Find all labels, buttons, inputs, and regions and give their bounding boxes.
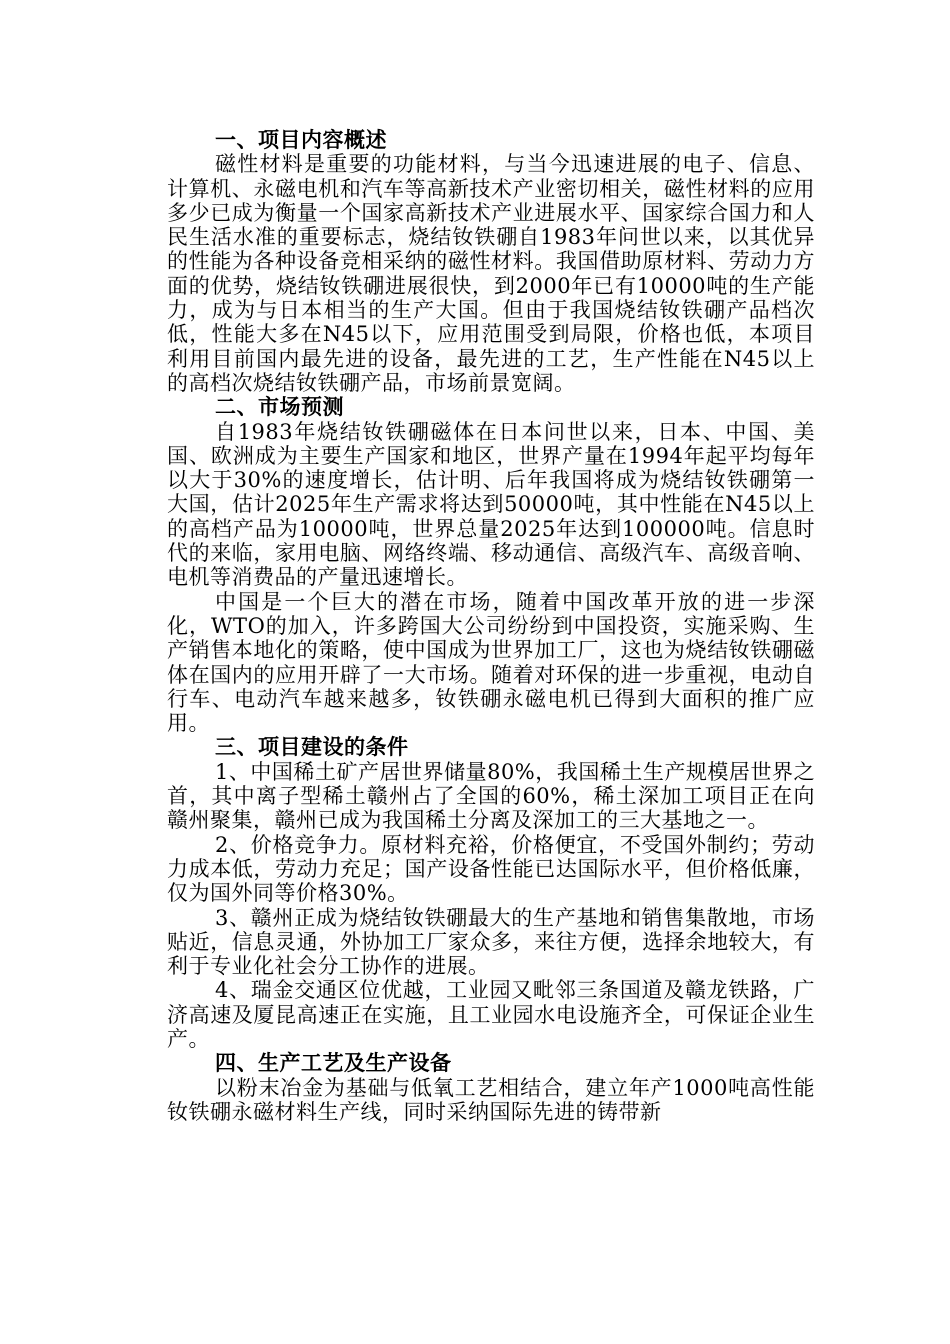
paragraph-market-growth: 自1983年烧结钕铁硼磁体在日本问世以来，日本、中国、美国、欧洲成为主要生产国家和地区，世界产量在1994年起平均每年以大于30%的速度增长，估计明、后年我国将成为烧结钕铁硼第一大国，估计2025年生产需求将达到50000吨，其中性能在N45以上的高档产品为10000吨，世界总量2025年达到100000吨。信息时代的来临，家用电脑、网络终端、移动通信、高级汽车、高级音响、电机等消费品的产量迅速增长。 — [167, 419, 815, 590]
paragraph-process: 以粉末冶金为基础与低氧工艺相结合，建立年产1000吨高性能钕铁硼永磁材料生产线，同时采纳国际先进的铸带新 — [167, 1075, 815, 1124]
document-body — [167, 128, 815, 1124]
paragraph-condition-3: 3、赣州正成为烧结钕铁硼最大的生产基地和销售集散地，市场贴近，信息灵通，外协加工厂家众多，来往方便，选择余地较大，有利于专业化社会分工协作的进展。 — [167, 905, 815, 979]
paragraph-condition-2: 2、价格竞争力。原材料充裕，价格便宜，不受国外制约；劳动力成本低，劳动力充足；国产设备性能已达国际水平，但价格低廉，仅为国外同等价格30%。 — [167, 832, 815, 906]
paragraph-market-china: 中国是一个巨大的潜在市场，随着中国改革开放的进一步深化，WTO的加入，许多跨国大公司纷纷到中国投资，实施采购、生产销售本地化的策略，使中国成为世界加工厂，这也为烧结钕铁硼磁体在国内的应用开辟了一大市场。随着对环保的进一步重视，电动自行车、电动汽车越来越多，钕铁硼永磁电机已得到大面积的推广应用。 — [167, 589, 815, 736]
section-heading-process: 四、生产工艺及生产设备 — [215, 1051, 452, 1076]
paragraph-condition-4: 4、瑞金交通区位优越，工业园又毗邻三条国道及赣龙铁路，广济高速及厦昆高速正在实施，且工业园水电设施齐全，可保证企业生产。 — [167, 978, 815, 1051]
section-heading-conditions: 三、项目建设的条件 — [215, 735, 409, 760]
paragraph-overview: 磁性材料是重要的功能材料，与当今迅速进展的电子、信息、计算机、永磁电机和汽车等高新技术产业密切相关，磁性材料的应用多少已成为衡量一个国家高新技术产业进展水平、国家综合国力和人民生活水准的重要标志，烧结钕铁硼自1983年问世以来，以其优异的性能为各种设备竞相采纳的磁性材料。我国借助原材料、劳动力方面的优势，烧结钕铁硼进展很快，到2000年已有10000吨的生产能力，成为与日本相当的生产大国。但由于我国烧结钕铁硼产品档次低，性能大多在N45以下，应用范围受到局限，价格也低，本项目利用目前国内最先进的设备，最先进的工艺，生产性能在N45以上的高档次烧结钕铁硼产品，市场前景宽阔。 — [167, 152, 815, 395]
section-heading-overview: 一、项目内容概述 — [215, 128, 387, 152]
paragraph-condition-1: 1、中国稀土矿产居世界储量80%，我国稀土生产规模居世界之首，其中离子型稀土赣州占了全国的60%，稀土深加工项目正在向赣州聚集，赣州已成为我国稀土分离及深加工的三大基地之一。 — [167, 759, 815, 833]
section-heading-market: 二、市场预测 — [215, 395, 344, 420]
